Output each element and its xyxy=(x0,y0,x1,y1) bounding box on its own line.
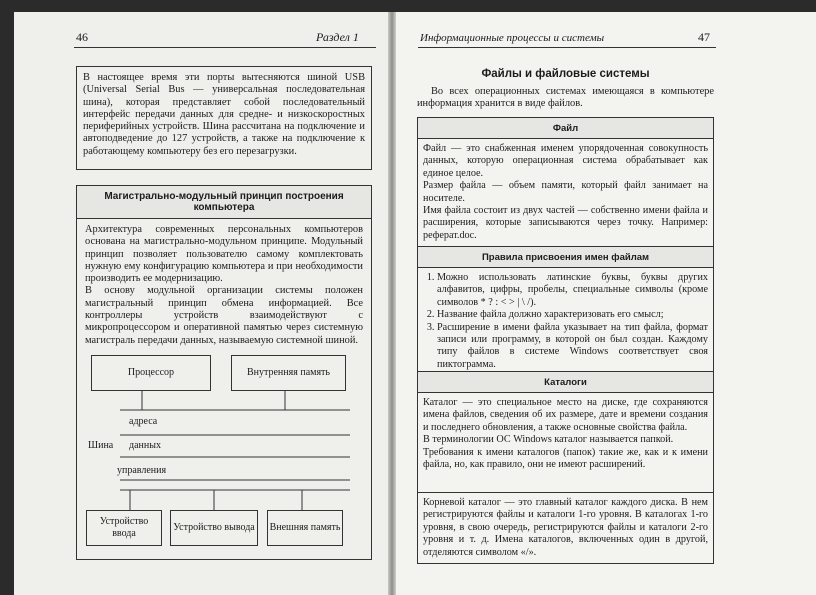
naming-rule-item: 3. Расширение в имени файла указывает на тип файла, формат записи или программу, в которой он был создан. Каждому типу файлов в системе Windows соответствует своя пиктограмма. xyxy=(437,322,708,372)
left-header-rule xyxy=(74,47,376,48)
bus-label: Шина xyxy=(88,440,114,451)
intro-box xyxy=(76,66,372,170)
output-device-box: Устройство вывода xyxy=(170,510,258,546)
naming-rules-title: Правила присвоения имен файлам xyxy=(418,247,713,268)
left-page-number: 46 xyxy=(76,30,88,44)
book-gutter xyxy=(388,12,396,595)
catalogs-section xyxy=(417,371,714,493)
principle-box-title: Магистрально-модульный принцип построения компьютера xyxy=(77,186,371,219)
naming-rule-item: 1. Можно использовать латинские буквы, буквы других алфавитов, цифры, пробелы, специальные символы (кроме символов * ? : < > | \ /). xyxy=(437,272,708,309)
file-section-title: Файл xyxy=(418,118,713,139)
section-title: Файлы и файловые системы xyxy=(481,68,650,80)
file-definition: Файл — это снабженная именем упорядоченная совокупность данных, которую операционная система обрабатывает как единое целое. xyxy=(423,143,708,179)
catalog-windows-note: В терминологии ОС Windows каталог называется папкой. xyxy=(423,434,674,446)
intro-text: В настоящее время эти порты вытесняются шиной USB (Universal Serial Bus — универсальная последовательная шина), которая представляет собой последовательный интерфейс передачи данных для средне- и низкоскоростных периферийных устройств. Шина рассчитана на подключение и автоподведение до 127 устройств, а также на подключение к работающему компьютеру без его перезагрузки. xyxy=(83,72,365,157)
right-running-head: Информационные процессы и системы xyxy=(420,32,605,44)
catalog-name-requirements: Требования к имени каталогов (папок) такие же, как и к имени файла, но, как правило, они не имеют расширений. xyxy=(423,446,708,471)
bus-line-data: данных xyxy=(129,440,161,451)
principle-paragraph-1: Архитектура современных персональных компьютеров основана на магистрально-модульном принципе. Модульный принцип позволяет пользователю самому комплектовать нужную ему конфигурацию компьютера и при необходимости производить ее модернизацию. xyxy=(85,224,363,285)
catalog-definition: Каталог — это специальное место на диске, где сохраняются имена файлов, сведения об их размере, дате и времени создания и последнего обновления, а также основные свойства файла. xyxy=(423,397,708,433)
bus-line-address: адреса xyxy=(129,416,158,427)
bus-line-control: управления xyxy=(117,465,167,476)
input-device-box: Устройство ввода xyxy=(86,510,162,546)
file-section xyxy=(417,117,714,247)
right-page-number: 47 xyxy=(698,30,710,44)
principle-paragraph-2: В основу модульной организации системы положен магистральный принцип обмена информацией. Все контроллеры устройств взаимодействуют с микропроцессором и оперативной памятью через системную магистраль передачи данных, называемую системной шиной. xyxy=(85,285,363,346)
naming-rules-section xyxy=(417,246,714,372)
left-running-head: Раздел 1 xyxy=(316,30,359,44)
file-size-definition: Размер файла — объем памяти, который файл занимает на носителе. xyxy=(423,180,708,204)
right-header-rule xyxy=(418,47,716,48)
section-lead: Во всех операционных системах имеющаяся в компьютере информация хранится в виде файлов. xyxy=(417,86,714,110)
naming-rule-item: 2. Название файла должно характеризовать его смысл; xyxy=(437,309,708,321)
external-memory-box: Внешняя память xyxy=(267,510,343,546)
root-catalog-section xyxy=(417,492,714,564)
file-name-definition: Имя файла состоит из двух частей — собственно имени файла и расширения, которые записываются через точку. Например: реферат.doc. xyxy=(423,205,708,241)
cpu-box: Процессор xyxy=(91,355,211,391)
ram-box: Внутренняя память xyxy=(231,355,346,391)
root-catalog-definition: Корневой каталог — это главный каталог каждого диска. В нем регистрируются файлы и каталоги 1-го уровня. В каталогах 1-го уровня, в свою очередь, регистрируются файлы и каталоги 2-го уровня и т. д. Имена каталогов, включенных один в другой, отделяются символом «/». xyxy=(423,497,708,558)
catalogs-title: Каталоги xyxy=(418,372,713,393)
